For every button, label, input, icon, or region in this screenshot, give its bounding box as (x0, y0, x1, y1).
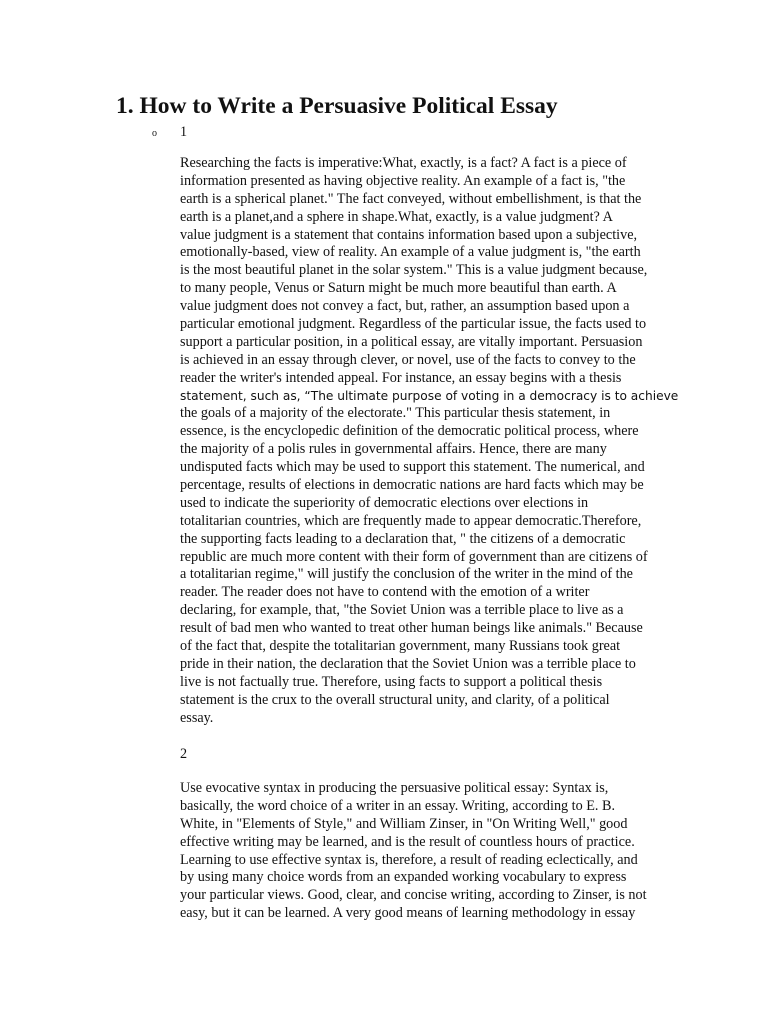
text-line: earth is a planet,and a sphere in shape.What, exactly, is a value judgment? A (180, 208, 613, 225)
text-line: a totalitarian regime," will justify the conclusion of the writer in the mind of the (180, 566, 633, 583)
text-line: effective writing may be learned, and is the result of countless hours of practice. (180, 833, 635, 850)
text-line: is achieved in an essay through clever, or novel, use of the facts to convey to the (180, 351, 636, 368)
text-line: information presented as having objective reality. An example of a fact is, "the (180, 172, 626, 189)
text-line: undisputed facts which may be used to support this statement. The numerical, and (180, 459, 645, 476)
sub-list-item (152, 124, 187, 143)
text-line: totalitarian countries, which are frequently made to appear democratic.Therefore, (180, 512, 642, 529)
circle-bullet-icon: o (152, 128, 157, 139)
text-line: by using many choice words from an expanded working vocabulary to express (180, 869, 627, 886)
text-line: percentage, results of elections in democratic nations are hard facts which may be (180, 477, 644, 494)
text-line: the majority of a polis rules in governmental affairs. Hence, there are many (180, 441, 607, 458)
text-line: Use evocative syntax in producing the persuasive political essay: Syntax is, (180, 780, 609, 796)
text-line: statement is the crux to the overall structural unity, and clarity, of a political (180, 691, 610, 708)
text-line: White, in "Elements of Style," and William Zinser, in "On Writing Well," good (180, 815, 628, 832)
text-line: the goals of a majority of the electorate." This particular thesis statement, in (180, 405, 611, 422)
text-line: Researching the facts is imperative:What, exactly, is a fact? A fact is a piece of (180, 155, 627, 171)
text-line: basically, the word choice of a writer in an essay. Writing, according to E. B. (180, 797, 616, 814)
text-line: earth is a spherical planet." The fact conveyed, without embellishment, is that the (180, 190, 642, 207)
text-line: your particular views. Good, clear, and concise writing, according to Zinser, is not (180, 887, 647, 904)
sub-item-number: 1 (180, 124, 188, 140)
text-line: value judgment does not convey a fact, but, rather, an assumption based upon a (180, 298, 630, 315)
text-line: particular emotional judgment. Regardless of the particular issue, the facts used to (180, 316, 647, 333)
text-line: reader. The reader does not have to contend with the emotion of a writer (180, 584, 590, 601)
text-line: republic are much more content with their form of government than are citizens of (180, 548, 648, 565)
text-line: live is not factually true. Therefore, using facts to support a political thesis (180, 673, 603, 690)
text-line: result of bad men who wanted to treat other human beings like animals." Because (180, 620, 643, 637)
text-line: essay. (180, 709, 214, 726)
document-title: 1. How to Write a Persuasive Political Essay (116, 93, 558, 119)
text-line: declaring, for example, that, "the Soviet Union was a terrible place to live as a (180, 602, 624, 619)
text-line: used to indicate the superiority of democratic elections over elections in (180, 494, 589, 511)
section-2-number: 2 (180, 746, 188, 762)
text-line: reader the writer's intended appeal. For instance, an essay begins with a thesis (180, 369, 622, 386)
text-line: pride in their nation, the declaration that the Soviet Union was a terrible place to (180, 655, 636, 672)
text-line: emotionally-based, view of reality. An example of a value judgment is, "the earth (180, 244, 641, 261)
text-line: to many people, Venus or Saturn might be much more beautiful than earth. A (180, 280, 617, 297)
section-1-paragraph (180, 155, 680, 728)
section-2-paragraph (180, 780, 680, 923)
text-line: easy, but it can be learned. A very good means of learning methodology in essay (180, 905, 636, 922)
text-line: support a particular position, in a political essay, are vitally important. Persuasion (180, 333, 643, 350)
text-line: the supporting facts leading to a declaration that, " the citizens of a democratic (180, 530, 626, 547)
text-line: Learning to use effective syntax is, therefore, a result of reading eclectically, and (180, 851, 638, 868)
text-line: is the most beautiful planet in the solar system." This is a value judgment because, (180, 262, 648, 279)
text-line: statement, such as, “The ultimate purpose of voting in a democracy is to achieve (180, 388, 679, 403)
text-line: essence, is the encyclopedic definition of the democratic political process, where (180, 423, 639, 440)
text-line: value judgment is a statement that contains information based upon a subjective, (180, 226, 638, 243)
text-line: of the fact that, despite the totalitarian government, many Russians took great (180, 638, 621, 655)
